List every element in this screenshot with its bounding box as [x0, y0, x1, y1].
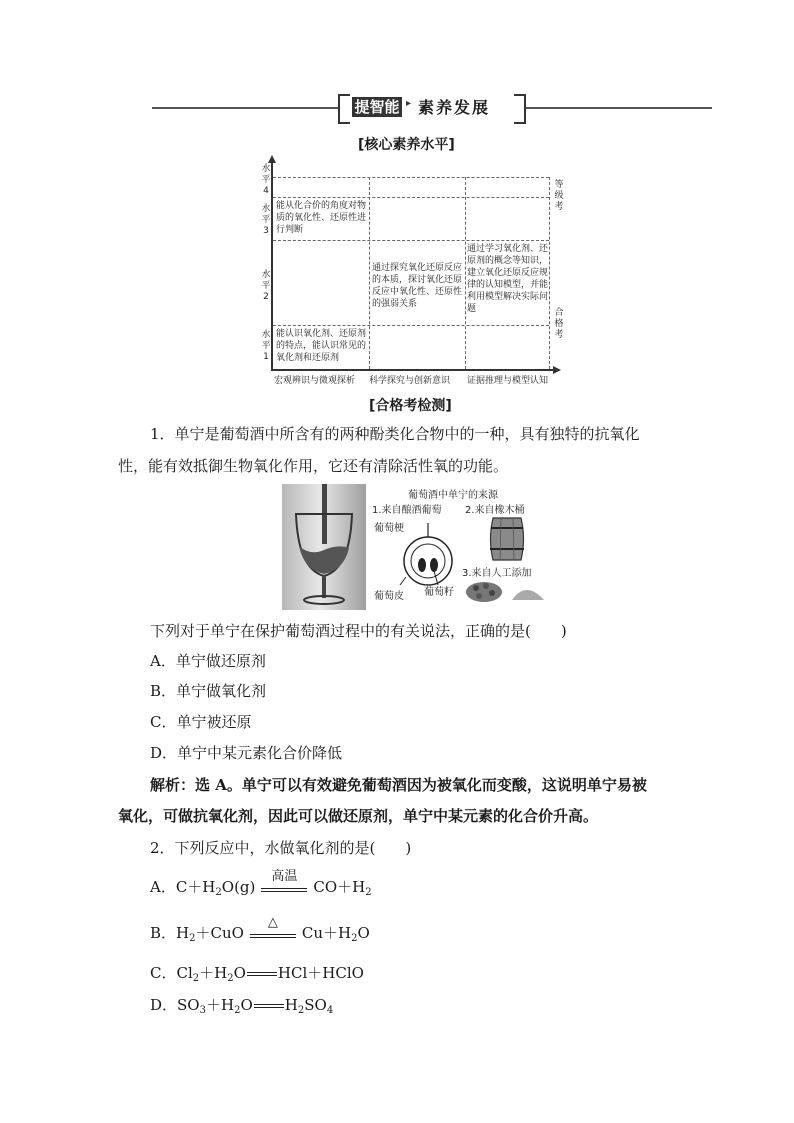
- q1-option-d: D．单宁中某元素化合价降低: [150, 744, 343, 762]
- grape-diagram-icon: [398, 523, 454, 589]
- q1-stem-line2: 性，能有效抵御生物氧化作用，它还有清除活性氧的功能。: [118, 457, 509, 475]
- cell-level2-reasoning: 通过学习氧化剂、还原剂的概念等知识，建立氧化还原反应规律的认知模型，并能利用模型解决实际问题: [467, 244, 549, 314]
- cell-level1-macro: 能认识氧化剂、还原剂的特点，能认识常见的氧化剂和还原剂: [276, 329, 367, 363]
- y-label-level3: 水平3: [261, 204, 271, 236]
- x-label-reasoning: 证据推理与模型认知: [467, 376, 549, 386]
- grid-line: [549, 177, 550, 369]
- right-label-graded-exam: 等级考: [554, 180, 564, 212]
- oak-barrel-icon: [488, 516, 526, 562]
- grid-line: [465, 177, 466, 369]
- q1-option-c: C．单宁被还原: [150, 713, 252, 731]
- q2-stem: 2．下列反应中，水做氧化剂的是( ): [150, 839, 412, 857]
- cell-level2-inquiry: 通过探究氧化还原反应的本质，探讨氧化还原反应中氧化性、还原性的强弱关系: [372, 263, 463, 309]
- section-title-core-literacy: [核心素养水平]: [358, 137, 455, 153]
- condition-heat: △: [267, 915, 278, 930]
- grid-line: [369, 177, 370, 369]
- section-banner: [338, 94, 526, 122]
- bracket-right: [514, 94, 526, 124]
- banner-title: 素养发展: [418, 98, 491, 117]
- y-label-level1: 水平1: [261, 330, 271, 362]
- q2-option-d: D．$SO_3+H_2O$ $H_2SO_4$: [150, 996, 334, 1016]
- grid-line: [273, 197, 549, 198]
- q1-option-b: B．单宁做氧化剂: [150, 682, 267, 700]
- y-label-level2: 水平2: [261, 270, 271, 302]
- x-axis: [271, 369, 556, 371]
- q1-question: 下列对于单宁在保护葡萄酒过程中的有关说法，正确的是( ): [150, 622, 567, 640]
- grid-line: [273, 240, 549, 241]
- source-grape: 1.来自酿酒葡萄: [372, 505, 442, 516]
- label-grape-skin: 葡萄皮: [374, 591, 404, 602]
- q1-analysis-line2: 氧化，可做抗氧化剂，因此可以做还原剂，单宁中某元素的化合价升高。: [118, 807, 599, 825]
- triangle-icon: ▸: [406, 98, 412, 109]
- label-grape-seed: 葡萄籽: [424, 587, 454, 598]
- x-label-inquiry: 科学探究与创新意识: [369, 376, 451, 386]
- figure-title: 葡萄酒中单宁的来源: [408, 490, 498, 501]
- grid-line: [273, 325, 549, 326]
- header-rule-left: [152, 107, 338, 109]
- right-label-pass-exam: 合格考: [554, 308, 564, 340]
- condition-high-temp: 高温: [271, 869, 298, 884]
- source-oak-barrel: 2.来自橡木桶: [465, 505, 525, 516]
- q2-option-a: A．$C+H_2O(g)$ 高温 $CO+H_2$: [150, 876, 372, 904]
- bracket-left: [338, 94, 350, 124]
- grid-line: [273, 177, 549, 178]
- q2-option-c: C．$Cl_2+H_2O$ HCl＋HClO: [150, 964, 364, 984]
- equals-sign: [247, 967, 277, 981]
- additive-powder-icon: [464, 578, 548, 604]
- header-rule-right: [526, 107, 712, 109]
- x-label-macro: 宏观辨识与微观探析: [274, 376, 356, 386]
- reaction-arrow: [261, 869, 307, 898]
- wine-glass-photo: [282, 484, 366, 610]
- source-artificial: 3.来自人工添加: [462, 568, 532, 579]
- q1-stem-line1: 1．单宁是葡萄酒中所含有的两种酚类化合物中的一种，具有独特的抗氧化: [150, 425, 640, 443]
- section-title-pass-test: [合格考检测]: [369, 398, 452, 414]
- label-grape-stem: 葡萄梗: [374, 523, 404, 534]
- cell-level3-macro: 能从化合价的角度对物质的氧化性、还原性进行判断: [276, 201, 367, 235]
- equals-sign: [254, 999, 284, 1013]
- q2-option-b: B．$H_2+CuO$ △ $Cu+H_2O$: [150, 922, 370, 950]
- q1-option-a: A．单宁做还原剂: [150, 652, 266, 670]
- y-label-level4: 水平4: [261, 164, 271, 196]
- x-axis-arrow: [553, 366, 561, 374]
- reaction-arrow: [250, 915, 296, 944]
- banner-highlight: 提智能: [352, 97, 402, 117]
- q1-analysis-line1: 解析：选 A。单宁可以有效避免葡萄酒因为被氧化而变酸，这说明单宁易被: [150, 776, 647, 794]
